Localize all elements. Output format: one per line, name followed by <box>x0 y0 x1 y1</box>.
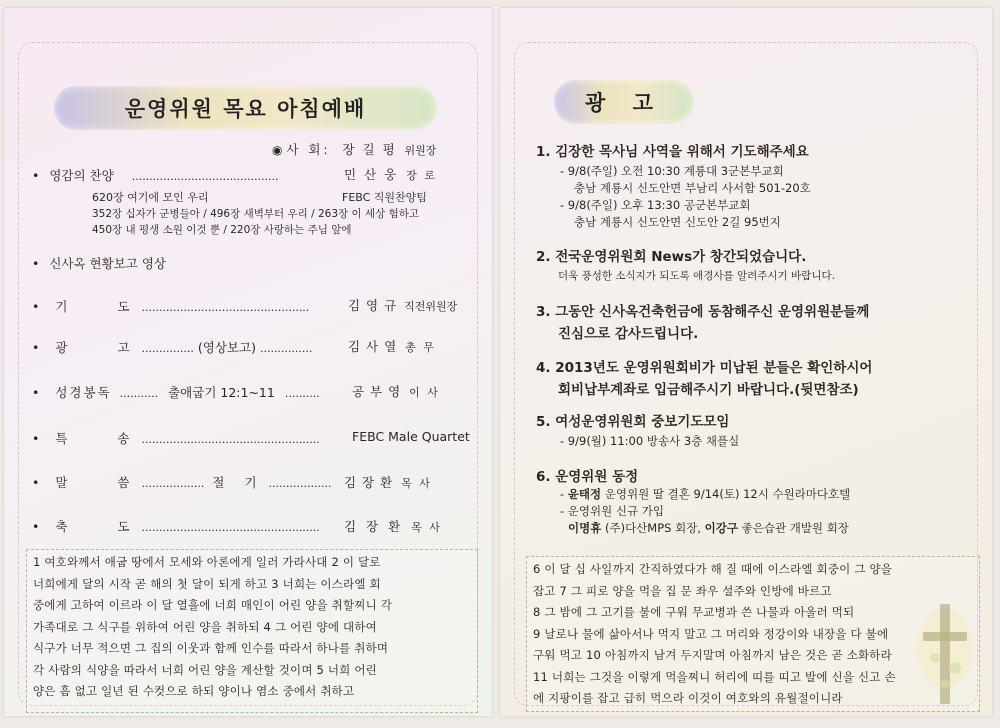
circle-mark-icon: ◉ <box>272 143 283 157</box>
blessing-dots: ................................................... <box>141 521 320 534</box>
verse-line: 에 지팡이를 잡고 급히 먹으라 이것이 여호와의 유월절이니라 <box>533 691 843 705</box>
notice-item-6-sub-3 <box>568 520 849 536</box>
member-news: 운영위원 딸 결혼 9/14(토) 12시 수원라마다호텔 <box>604 487 851 501</box>
member-title: 좋은습관 개발원 회장 <box>741 521 849 535</box>
scripture-row <box>32 383 320 401</box>
notice-role: 총 무 <box>405 341 436 354</box>
notice-item-4: 4. 2013년도 운영위원회비가 미납된 분들은 확인하시어 <box>536 360 873 376</box>
notice-item-5-sub: - 9/9(월) 11:00 방송사 3층 채플실 <box>560 434 740 448</box>
scripture-ref: 출애굽기 12:1~11 <box>168 385 275 400</box>
scripture-dots-1: ........... <box>119 387 159 400</box>
sermon-leader <box>344 473 432 491</box>
blessing-leader <box>344 517 442 535</box>
notice-label: 광 고 <box>55 340 130 355</box>
presider-name: 장 길 평 <box>342 142 397 157</box>
member-title: (주)다산MPS 회장, <box>604 521 701 535</box>
verse-line: 구워 먹고 10 아침까지 남겨 두지말며 아침까지 남은 것은 곧 소화하라 <box>533 648 892 662</box>
sermon-role: 목 사 <box>401 477 432 490</box>
notice-item-3: 3. 그동안 신사옥건축헌금에 동참해주신 운영위원분들께 <box>536 304 870 320</box>
notices-title: 광 고 <box>554 80 694 124</box>
verse-line: 6 이 달 십 사일까지 간직하였다가 해 질 때에 이스라엘 회중이 그 양을 <box>533 562 893 576</box>
prayer-label: 기 도 <box>55 299 130 314</box>
cross-decoration-icon <box>915 598 975 710</box>
choir-name: FEBC 직원찬양팀 <box>342 191 427 204</box>
bullet-icon: • <box>32 340 40 355</box>
notice-item-2: 2. 전국운영위원회 News가 창간되었습니다. <box>536 249 807 265</box>
notice-item-6-sub-2: - 운영위원 신규 가입 <box>560 504 664 518</box>
special-performer: FEBC Male Quartet <box>352 429 470 444</box>
member-name: 이강구 <box>704 521 738 535</box>
notice-item-5: 5. 여성운영위원회 중보기도모임 <box>536 414 730 430</box>
bullet-icon: • <box>32 299 40 314</box>
blessing-row <box>32 517 320 535</box>
presider-row <box>272 140 436 158</box>
song-2: 352장 십자가 군병들아 / 496장 새벽부터 우리 / 263장 이 세상 험하고 <box>92 208 420 220</box>
dash-mark: - <box>560 487 565 501</box>
worship-title: 운영위원 목요 아침예배 <box>54 86 437 130</box>
report-row <box>32 254 166 272</box>
blessing-name: 김 장 환 <box>344 519 404 534</box>
verse-line: 가족대로 그 식구를 위하여 어린 양을 취하되 4 그 어린 양에 대하여 <box>33 619 377 634</box>
special-label: 특 송 <box>55 431 130 446</box>
scripture-label: 성경봉독 <box>55 385 112 400</box>
verse-line: 8 그 밤에 그 고기를 불에 구워 무교병과 쓴 나물과 아울러 먹되 <box>533 605 855 619</box>
prayer-row <box>32 297 309 315</box>
notice-dots-1: ............... <box>141 342 194 355</box>
report-label: 신사옥 현황보고 영상 <box>49 256 166 271</box>
special-row <box>32 429 320 447</box>
bullet-icon: • <box>32 256 40 271</box>
notice-dots-2: ............... <box>259 342 313 355</box>
song-1: 620장 여기에 모인 우리 <box>92 191 209 204</box>
praise-label: 영감의 찬양 <box>49 168 114 183</box>
right-page <box>500 8 992 716</box>
notice-row <box>32 338 312 356</box>
prayer-dots: ................................................ <box>141 301 310 314</box>
praise-dots: .......................................... <box>131 170 279 183</box>
notice-leader <box>348 337 436 355</box>
scripture-text-box-left <box>26 549 478 713</box>
verse-line: 1 여호와께서 애굽 땅에서 모세와 아론에게 일러 가라사대 2 이 달로 <box>33 555 381 569</box>
bullet-icon: • <box>32 385 40 400</box>
scripture-text-box-right <box>526 556 980 712</box>
special-dots: ................................................... <box>141 433 320 446</box>
blessing-role: 목 사 <box>411 521 442 534</box>
prayer-leader <box>348 296 457 314</box>
blessing-label: 축 도 <box>55 519 130 534</box>
notice-name: 김 사 열 <box>348 339 398 354</box>
prayer-name: 김 영 규 <box>348 298 398 313</box>
prayer-role: 직전위원장 <box>404 300 458 313</box>
praise-leader <box>344 165 437 183</box>
notice-item-1-sub: - 9/8(주일) 오후 13:30 공군본부교회 <box>560 198 751 212</box>
presider-role: 위원장 <box>404 144 437 157</box>
praise-role: 장 로 <box>406 169 437 182</box>
verse-line: 9 날로나 물에 삶아서나 먹지 말고 그 머리와 정강이와 내장을 다 불에 <box>533 626 889 641</box>
verse-line: 식구가 너무 적으면 그 집의 이웃과 함께 인수를 따라서 하나를 취하며 <box>33 641 389 655</box>
sermon-label: 말 씀 <box>55 475 130 490</box>
notice-item-1-sub: 충남 계룡시 신도안면 신도안 2길 95번지 <box>574 215 781 229</box>
notice-item-4-cont: 회비납부계좌로 입금해주시기 바랍니다.(뒷면참조) <box>558 382 859 398</box>
notice-item-6: 6. 운영위원 동정 <box>536 469 639 485</box>
scripture-leader <box>352 382 440 400</box>
sermon-row <box>32 473 331 491</box>
notice-item-1-sub: - 9/8(주일) 오전 10:30 계룡대 3군본부교회 <box>560 164 784 178</box>
bullet-icon: • <box>32 168 40 183</box>
member-name: 이명휴 <box>568 521 602 535</box>
left-page <box>4 8 492 716</box>
sermon-dots-2: .................. <box>268 477 332 490</box>
notice-item-2-sub: 더욱 풍성한 소식지가 되도록 애경사를 알려주시기 바랍니다. <box>558 270 835 282</box>
notice-mid: (영상보고) <box>197 340 256 355</box>
member-name: 윤태정 <box>567 487 602 501</box>
sermon-dots-1: .................. <box>141 477 205 490</box>
bullet-icon: • <box>32 519 40 534</box>
praise-name: 민 산 웅 <box>344 167 399 182</box>
verse-line: 11 너희는 그것을 이렇게 먹을찌니 허리에 띠를 띠고 발에 신을 신고 손 <box>533 669 896 684</box>
song-3: 450장 내 평생 소원 이것 뿐 / 220장 사랑하는 주님 앞에 <box>92 224 352 236</box>
verse-line: 각 사람의 식양을 따라서 너희 어린 양을 계산할 것이며 5 너희 어린 <box>33 662 377 677</box>
scripture-name: 공 부 영 <box>352 384 402 399</box>
notice-item-1-sub: 충남 계룡시 신도안면 부남리 사서함 501-20호 <box>574 181 811 195</box>
notice-item-3-cont: 진심으로 감사드립니다. <box>558 326 699 342</box>
notice-item-6-sub-1 <box>560 486 850 502</box>
sermon-name: 김 장 환 <box>344 475 394 490</box>
praise-row <box>32 166 279 184</box>
scripture-role: 이 사 <box>409 386 440 399</box>
verse-line: 중에게 고하여 이르라 이 달 열흘에 너희 매인이 어린 양을 취할찌니 각 <box>33 598 393 612</box>
verse-line: 너희에게 달의 시작 곧 해의 첫 달이 되게 하고 3 너희는 이스라엘 회 <box>33 576 381 591</box>
verse-line: 잡고 7 그 피로 양을 먹을 집 문 좌우 설주와 인방에 바르고 <box>533 583 832 598</box>
bullet-icon: • <box>32 431 40 446</box>
presider-label: 사 회: <box>286 142 331 157</box>
scripture-dots-2: .......... <box>284 387 320 400</box>
verse-line: 양은 흠 없고 일년 된 수컷으로 하되 양이나 염소 중에서 취하고 <box>33 684 355 698</box>
notice-item-1: 1. 김장한 목사님 사역을 위해서 기도해주세요 <box>536 144 809 160</box>
sermon-title: 절 기 <box>212 475 265 490</box>
bullet-icon: • <box>32 475 40 490</box>
